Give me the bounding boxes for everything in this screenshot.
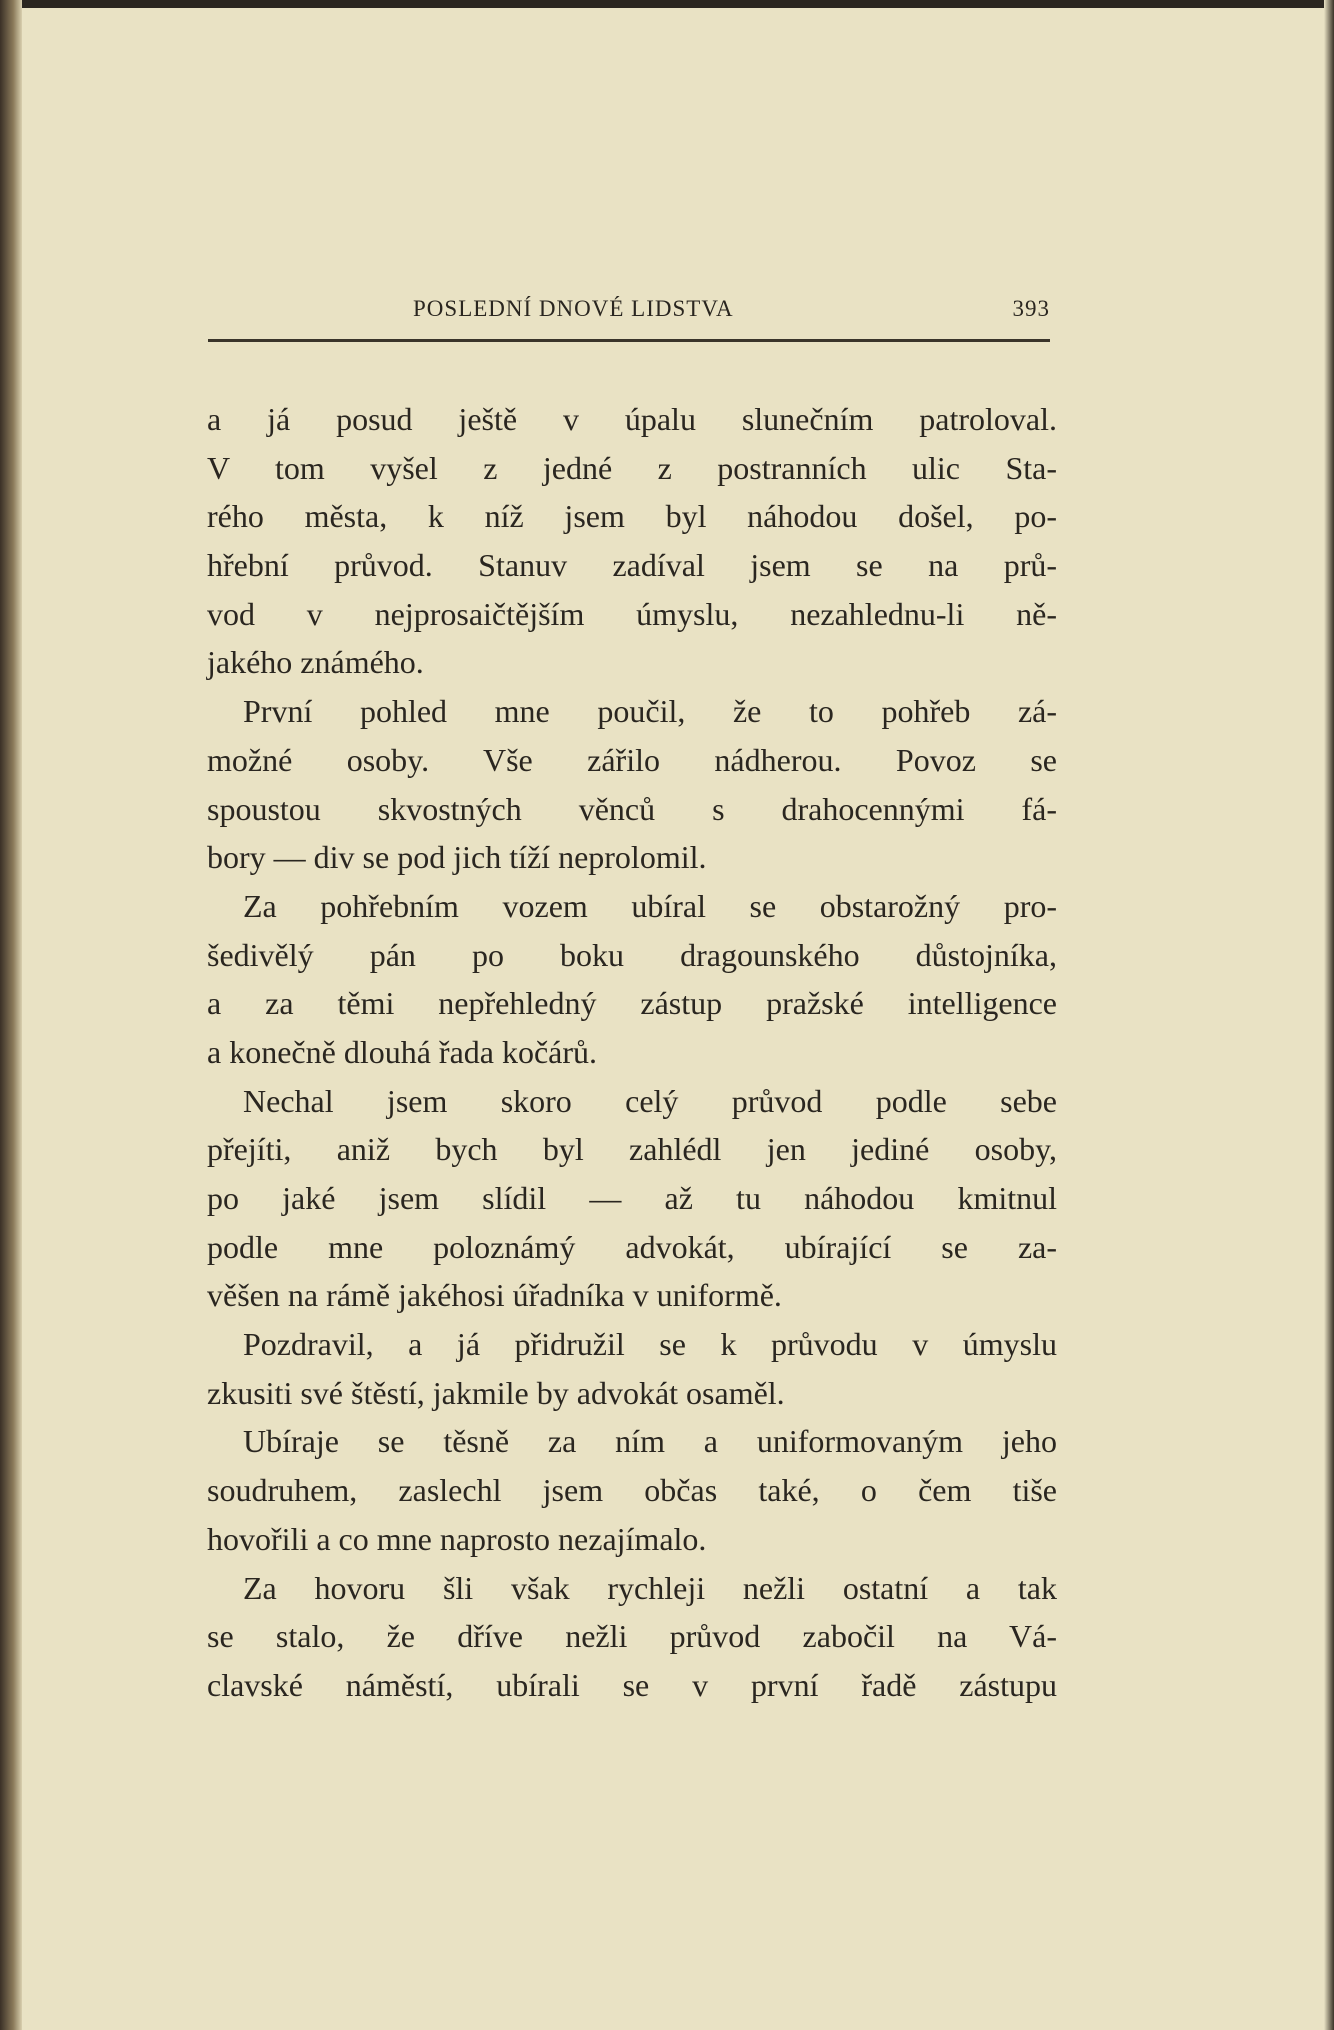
text-line: a konečně dlouhá řada kočárů. [207, 1033, 598, 1070]
running-title: POSLEDNÍ DNOVÉ LIDSTVA [413, 296, 734, 321]
text-line: Za hovoru šli však rychleji nežli ostatní a tak [243, 1569, 1057, 1606]
text-line: Pozdravil, a já přidružil se k průvodu v úmyslu [243, 1326, 1057, 1363]
text-line: Nechal jsem skoro celý průvod podle sebe [243, 1082, 1057, 1119]
page-number: 393 [1012, 296, 1050, 321]
text-line: zkusiti své štěstí, jakmile by advokát osaměl. [207, 1374, 785, 1411]
text-line: a za těmi nepřehledný zástup pražské intelligence [207, 985, 1057, 1022]
text-line: Ubíraje se těsně za ním a uniformovaným jeho [243, 1423, 1057, 1460]
text-line: hřební průvod. Stanuv zadíval jsem se na prů- [207, 547, 1057, 584]
text-line: věšen na rámě jakéhosi úřadníka v uniformě. [207, 1277, 782, 1314]
text-line: po jaké jsem slídil — až tu náhodou kmitnul [207, 1180, 1057, 1216]
text-line: možné osoby. Vše zářilo nádherou. Povoz se [207, 741, 1057, 778]
text-line: hovořili a co mne naprosto nezajímalo. [207, 1520, 707, 1557]
text-line: vod v nejprosaičtějším úmyslu, nezahlednu-li ně- [207, 595, 1057, 632]
text-line: spoustou skvostných věnců s drahocennými fá- [207, 790, 1057, 827]
text-line: přejíti, aniž bych byl zahlédl jen jediné osoby, [207, 1131, 1057, 1168]
body-text [207, 395, 1057, 1710]
page-top-edge [0, 0, 1334, 8]
text-line: se stalo, že dříve nežli průvod zabočil na Vá- [207, 1618, 1057, 1655]
text-line: jakého známého. [207, 644, 424, 681]
text-line: a já posud ještě v úpalu slunečním patroloval. [207, 401, 1057, 437]
text-line: soudruhem, zaslechl jsem občas také, o čem tiše [207, 1472, 1057, 1509]
text-line: První pohled mne poučil, že to pohřeb zá- [243, 693, 1057, 730]
text-line: V tom vyšel z jedné z postranních ulic Sta- [207, 449, 1057, 486]
text-line: bory — div se pod jich tíží neprolomil. [207, 839, 707, 876]
text-line: podle mne poloznámý advokát, ubírající se za- [207, 1228, 1057, 1265]
text-line: Za pohřebním vozem ubíral se obstarožný pro- [243, 887, 1057, 924]
page-right-edge [1324, 0, 1334, 2030]
text-line: šedivělý pán po boku dragounského důstojníka, [207, 936, 1057, 973]
book-binding-edge [0, 0, 22, 2030]
header-rule [208, 339, 1050, 342]
text-line: rého města, k níž jsem byl náhodou došel, po- [207, 498, 1057, 535]
text-line: clavské náměstí, ubírali se v první řadě zástupu [207, 1666, 1057, 1703]
running-header [208, 296, 1050, 330]
